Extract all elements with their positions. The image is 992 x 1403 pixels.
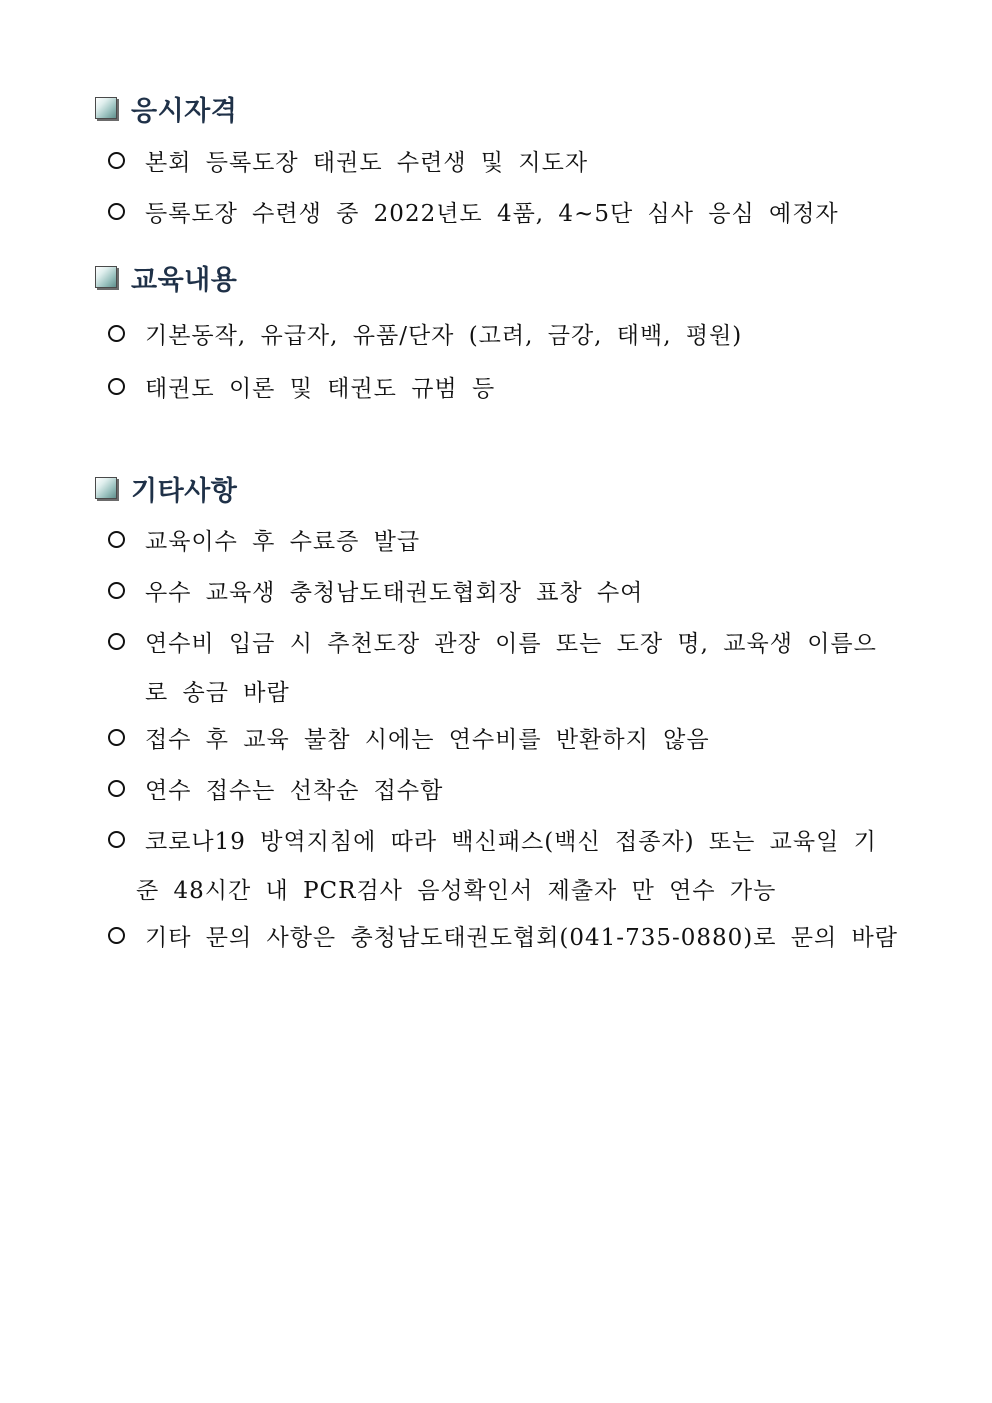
section-title: 응시자격 bbox=[131, 95, 238, 127]
list-item-text: 본회 등록도장 태권도 수련생 및 지도자 bbox=[145, 149, 589, 176]
list-item-text: 연수비 입금 시 추천도장 관장 이름 또는 도장 명, 교육생 이름으 bbox=[145, 630, 877, 657]
list-item bbox=[108, 768, 908, 808]
list-item bbox=[108, 915, 908, 955]
list-item bbox=[108, 191, 908, 231]
list-item bbox=[108, 717, 908, 757]
list-item bbox=[108, 140, 908, 180]
list-item bbox=[108, 621, 908, 661]
square-bullet-icon bbox=[95, 477, 117, 499]
circle-bullet-icon bbox=[108, 378, 125, 395]
list-item-text: 기본동작, 유급자, 유품/단자 (고려, 금강, 태백, 평원) bbox=[145, 322, 743, 349]
list-item-text: 등록도장 수련생 중 2022년도 4품, 4~5단 심사 응심 예정자 bbox=[145, 200, 839, 227]
section-title: 교육내용 bbox=[131, 264, 238, 296]
list-item bbox=[108, 366, 908, 406]
circle-bullet-icon bbox=[108, 633, 125, 650]
section-heading-other bbox=[95, 468, 237, 508]
section-title: 기타사항 bbox=[131, 475, 238, 507]
circle-bullet-icon bbox=[108, 203, 125, 220]
list-item-text: 연수 접수는 선착순 접수함 bbox=[145, 777, 444, 804]
list-item bbox=[108, 819, 908, 859]
square-bullet-icon bbox=[95, 266, 117, 288]
circle-bullet-icon bbox=[108, 927, 125, 944]
section-heading-curriculum bbox=[95, 257, 237, 297]
list-item-text: 접수 후 교육 불참 시에는 연수비를 반환하지 않음 bbox=[145, 726, 710, 753]
list-item bbox=[108, 570, 908, 610]
circle-bullet-icon bbox=[108, 780, 125, 797]
list-item bbox=[108, 519, 908, 559]
list-item bbox=[108, 313, 908, 353]
list-item-text: 기타 문의 사항은 충청남도태권도협회(041-735-0880)로 문의 바람 bbox=[145, 924, 898, 951]
circle-bullet-icon bbox=[108, 831, 125, 848]
circle-bullet-icon bbox=[108, 152, 125, 169]
list-item-continuation: 준 48시간 내 PCR검사 음성확인서 제출자 만 연수 가능 bbox=[136, 877, 777, 904]
circle-bullet-icon bbox=[108, 531, 125, 548]
circle-bullet-icon bbox=[108, 325, 125, 342]
square-bullet-icon bbox=[95, 97, 117, 119]
list-item-text: 우수 교육생 충청남도태권도협회장 표창 수여 bbox=[145, 579, 644, 606]
circle-bullet-icon bbox=[108, 729, 125, 746]
list-item-text: 코로나19 방역지침에 따라 백신패스(백신 접종자) 또는 교육일 기 bbox=[145, 828, 877, 855]
list-item-text: 태권도 이론 및 태권도 규범 등 bbox=[145, 375, 496, 402]
circle-bullet-icon bbox=[108, 582, 125, 599]
section-heading-qualification bbox=[95, 88, 237, 128]
list-item-continuation: 로 송금 바람 bbox=[145, 679, 290, 706]
list-item-text: 교육이수 후 수료증 발급 bbox=[145, 528, 421, 555]
